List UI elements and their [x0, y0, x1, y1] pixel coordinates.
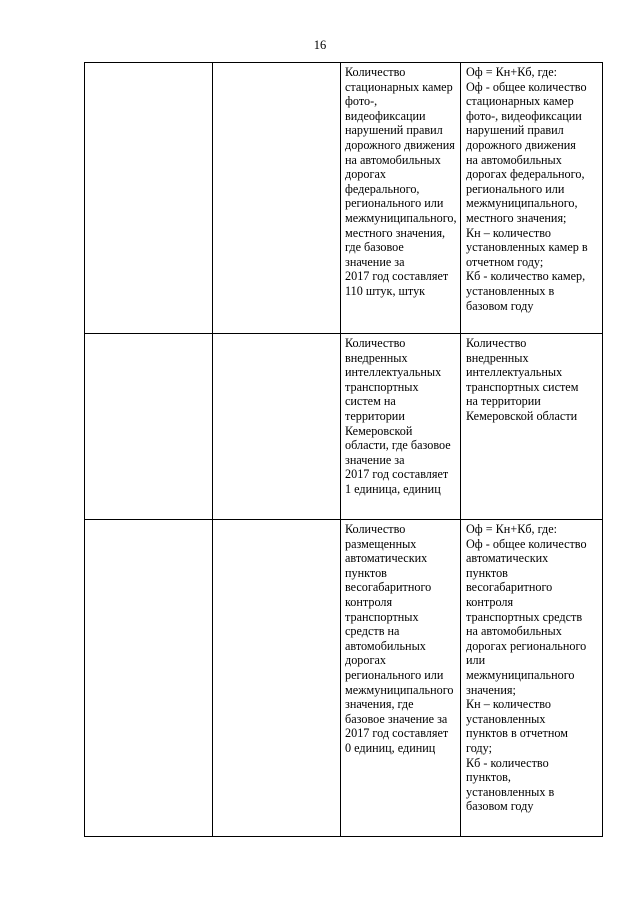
indicator-text: Количество внедренных интеллектуальных транспортных систем на территории Кемеровской области, где базовое значение за 2017 год составляет 1 единица, единиц	[345, 336, 451, 496]
indicator-cell	[341, 334, 461, 520]
method-cell	[461, 334, 603, 520]
indicator-text: Количество стационарных камер фото-, видеофиксации нарушений правил дорожного движения на автомобильных дорогах федерального, регионального или межмуниципального, местного значения, где базовое значение за 2017 год составляет 110 штук, штук	[345, 65, 457, 298]
method-cell	[461, 520, 603, 837]
method-text: Оф = Кн+Кб, где: Оф - общее количество стационарных камер фото-, видеофиксации нарушений правил дорожного движения на автомобильных дорогах федерального, регионального или межмуниципального, местного значения; Кн – количество установленных камер в отчетном году; Кб - количество камер, установленных в базовом году	[466, 65, 588, 313]
method-cell	[461, 63, 603, 334]
table-cell-empty	[85, 63, 213, 334]
table-cell-empty	[213, 63, 341, 334]
table-row	[85, 520, 603, 837]
page-number: 16	[313, 38, 327, 52]
method-text: Оф = Кн+Кб, где: Оф - общее количество автоматических пунктов весогабаритного контроля транспортных средств на автомобильных дорогах регионального или межмуниципального значения; Кн – количество установленных пунктов в отчетном году; Кб - количество пунктов, установленных в базовом году	[466, 522, 587, 814]
table-cell-empty	[85, 334, 213, 520]
indicator-cell	[341, 63, 461, 334]
indicator-text: Количество размещенных автоматических пунктов весогабаритного контроля транспортных средств на автомобильных дорогах регионального или межмуниципального значения, где базовое значение за 2017 год составляет 0 единиц, единиц	[345, 522, 454, 755]
method-text: Количество внедренных интеллектуальных транспортных систем на территории Кемеровской области	[466, 336, 579, 423]
table-cell-empty	[213, 334, 341, 520]
indicators-table	[84, 62, 603, 837]
table-cell-empty	[85, 520, 213, 837]
table-row	[85, 63, 603, 334]
table-row	[85, 334, 603, 520]
table-cell-empty	[213, 520, 341, 837]
indicator-cell	[341, 520, 461, 837]
